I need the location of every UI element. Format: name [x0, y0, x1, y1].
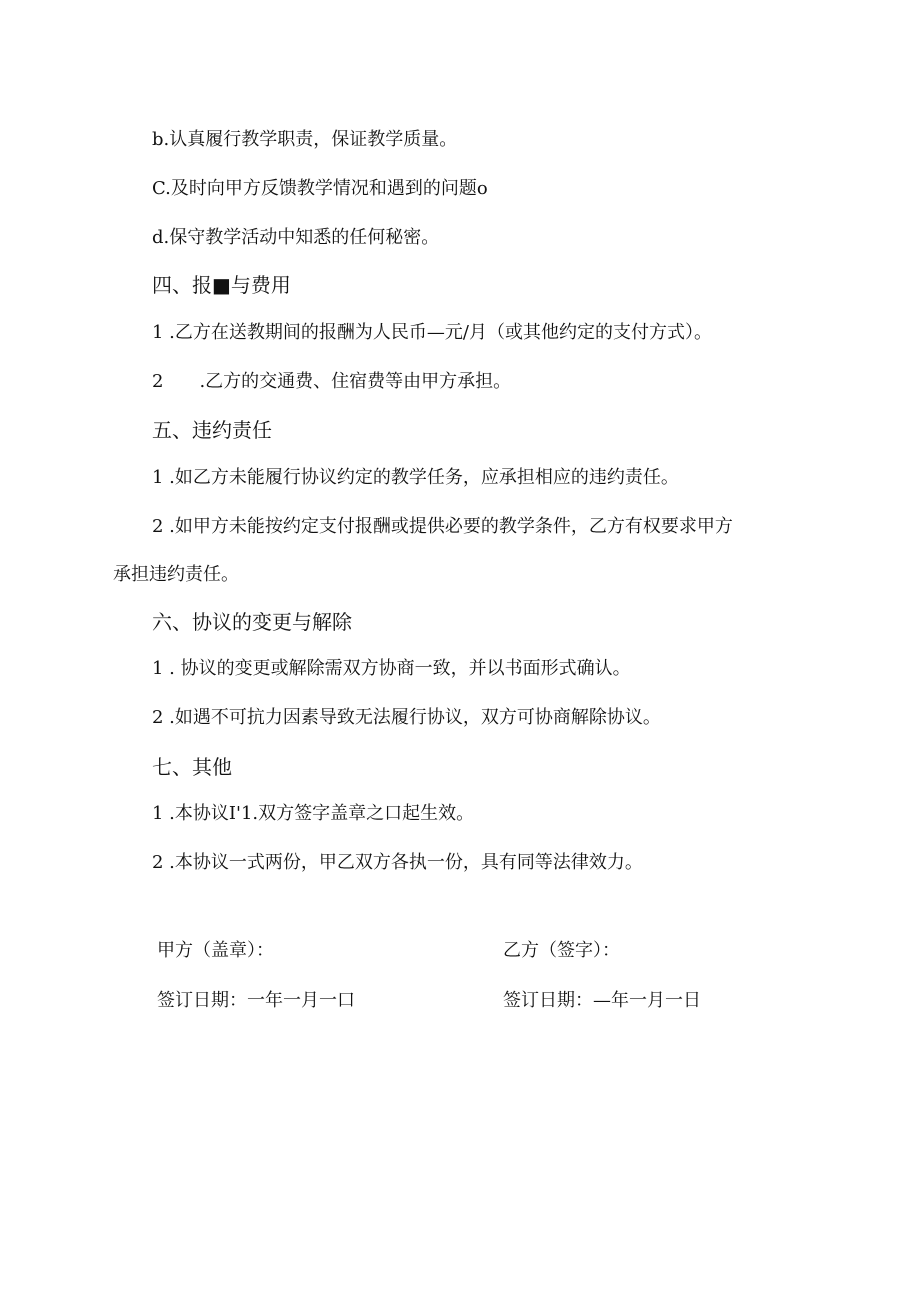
- section7-item-2: 2 .本协议一式两份，甲乙双方各执一份，具有同等法律效力。: [152, 852, 643, 873]
- party-a-sign-date: 签订日期：一年一月一口: [157, 990, 355, 1011]
- party-b-sign-label: 乙方（签字）：: [503, 940, 620, 961]
- section5-item-1: 1 .如乙方未能履行协议约定的教学任务，应承担相应的违约责任。: [152, 467, 679, 488]
- party-a-seal-label: 甲方（盖章）：: [157, 940, 274, 961]
- section5-item-2-cont: 承担违约责任。: [113, 564, 239, 585]
- section7-heading: 七、其他: [152, 755, 232, 779]
- section7-item-1: 1 .本协议I'1.双方签字盖章之口起生效。: [152, 803, 475, 824]
- section6-item-1: 1 . 协议的变更或解除需双方协商一致，并以书面形式确认。: [152, 658, 631, 679]
- section3-item-d: d.保守教学活动中知悉的任何秘密。: [152, 227, 440, 248]
- section3-item-c: C.及时向甲方反馈教学情况和遇到的问题o: [152, 178, 488, 199]
- party-b-sign-date: 签订日期：—年一月一日: [503, 990, 701, 1011]
- section4-item-1: 1 .乙方在送教期间的报酬为人民币—元/月（或其他约定的支付方式）。: [152, 322, 712, 343]
- section4-item-2: 2 .乙方的交通费、住宿费等由甲方承担。: [152, 371, 512, 392]
- section4-heading: 四、报■与费用: [152, 273, 291, 297]
- section5-heading: 五、违约责任: [152, 418, 272, 442]
- section6-item-2: 2 .如遇不可抗力因素导致无法履行协议，双方可协商解除协议。: [152, 707, 661, 728]
- section3-item-b: b.认真履行教学职责，保证教学质量。: [152, 129, 458, 150]
- section5-item-2: 2 .如甲方未能按约定支付报酬或提供必要的教学条件，乙方有权要求甲方: [152, 516, 733, 537]
- section6-heading: 六、协议的变更与解除: [152, 610, 352, 634]
